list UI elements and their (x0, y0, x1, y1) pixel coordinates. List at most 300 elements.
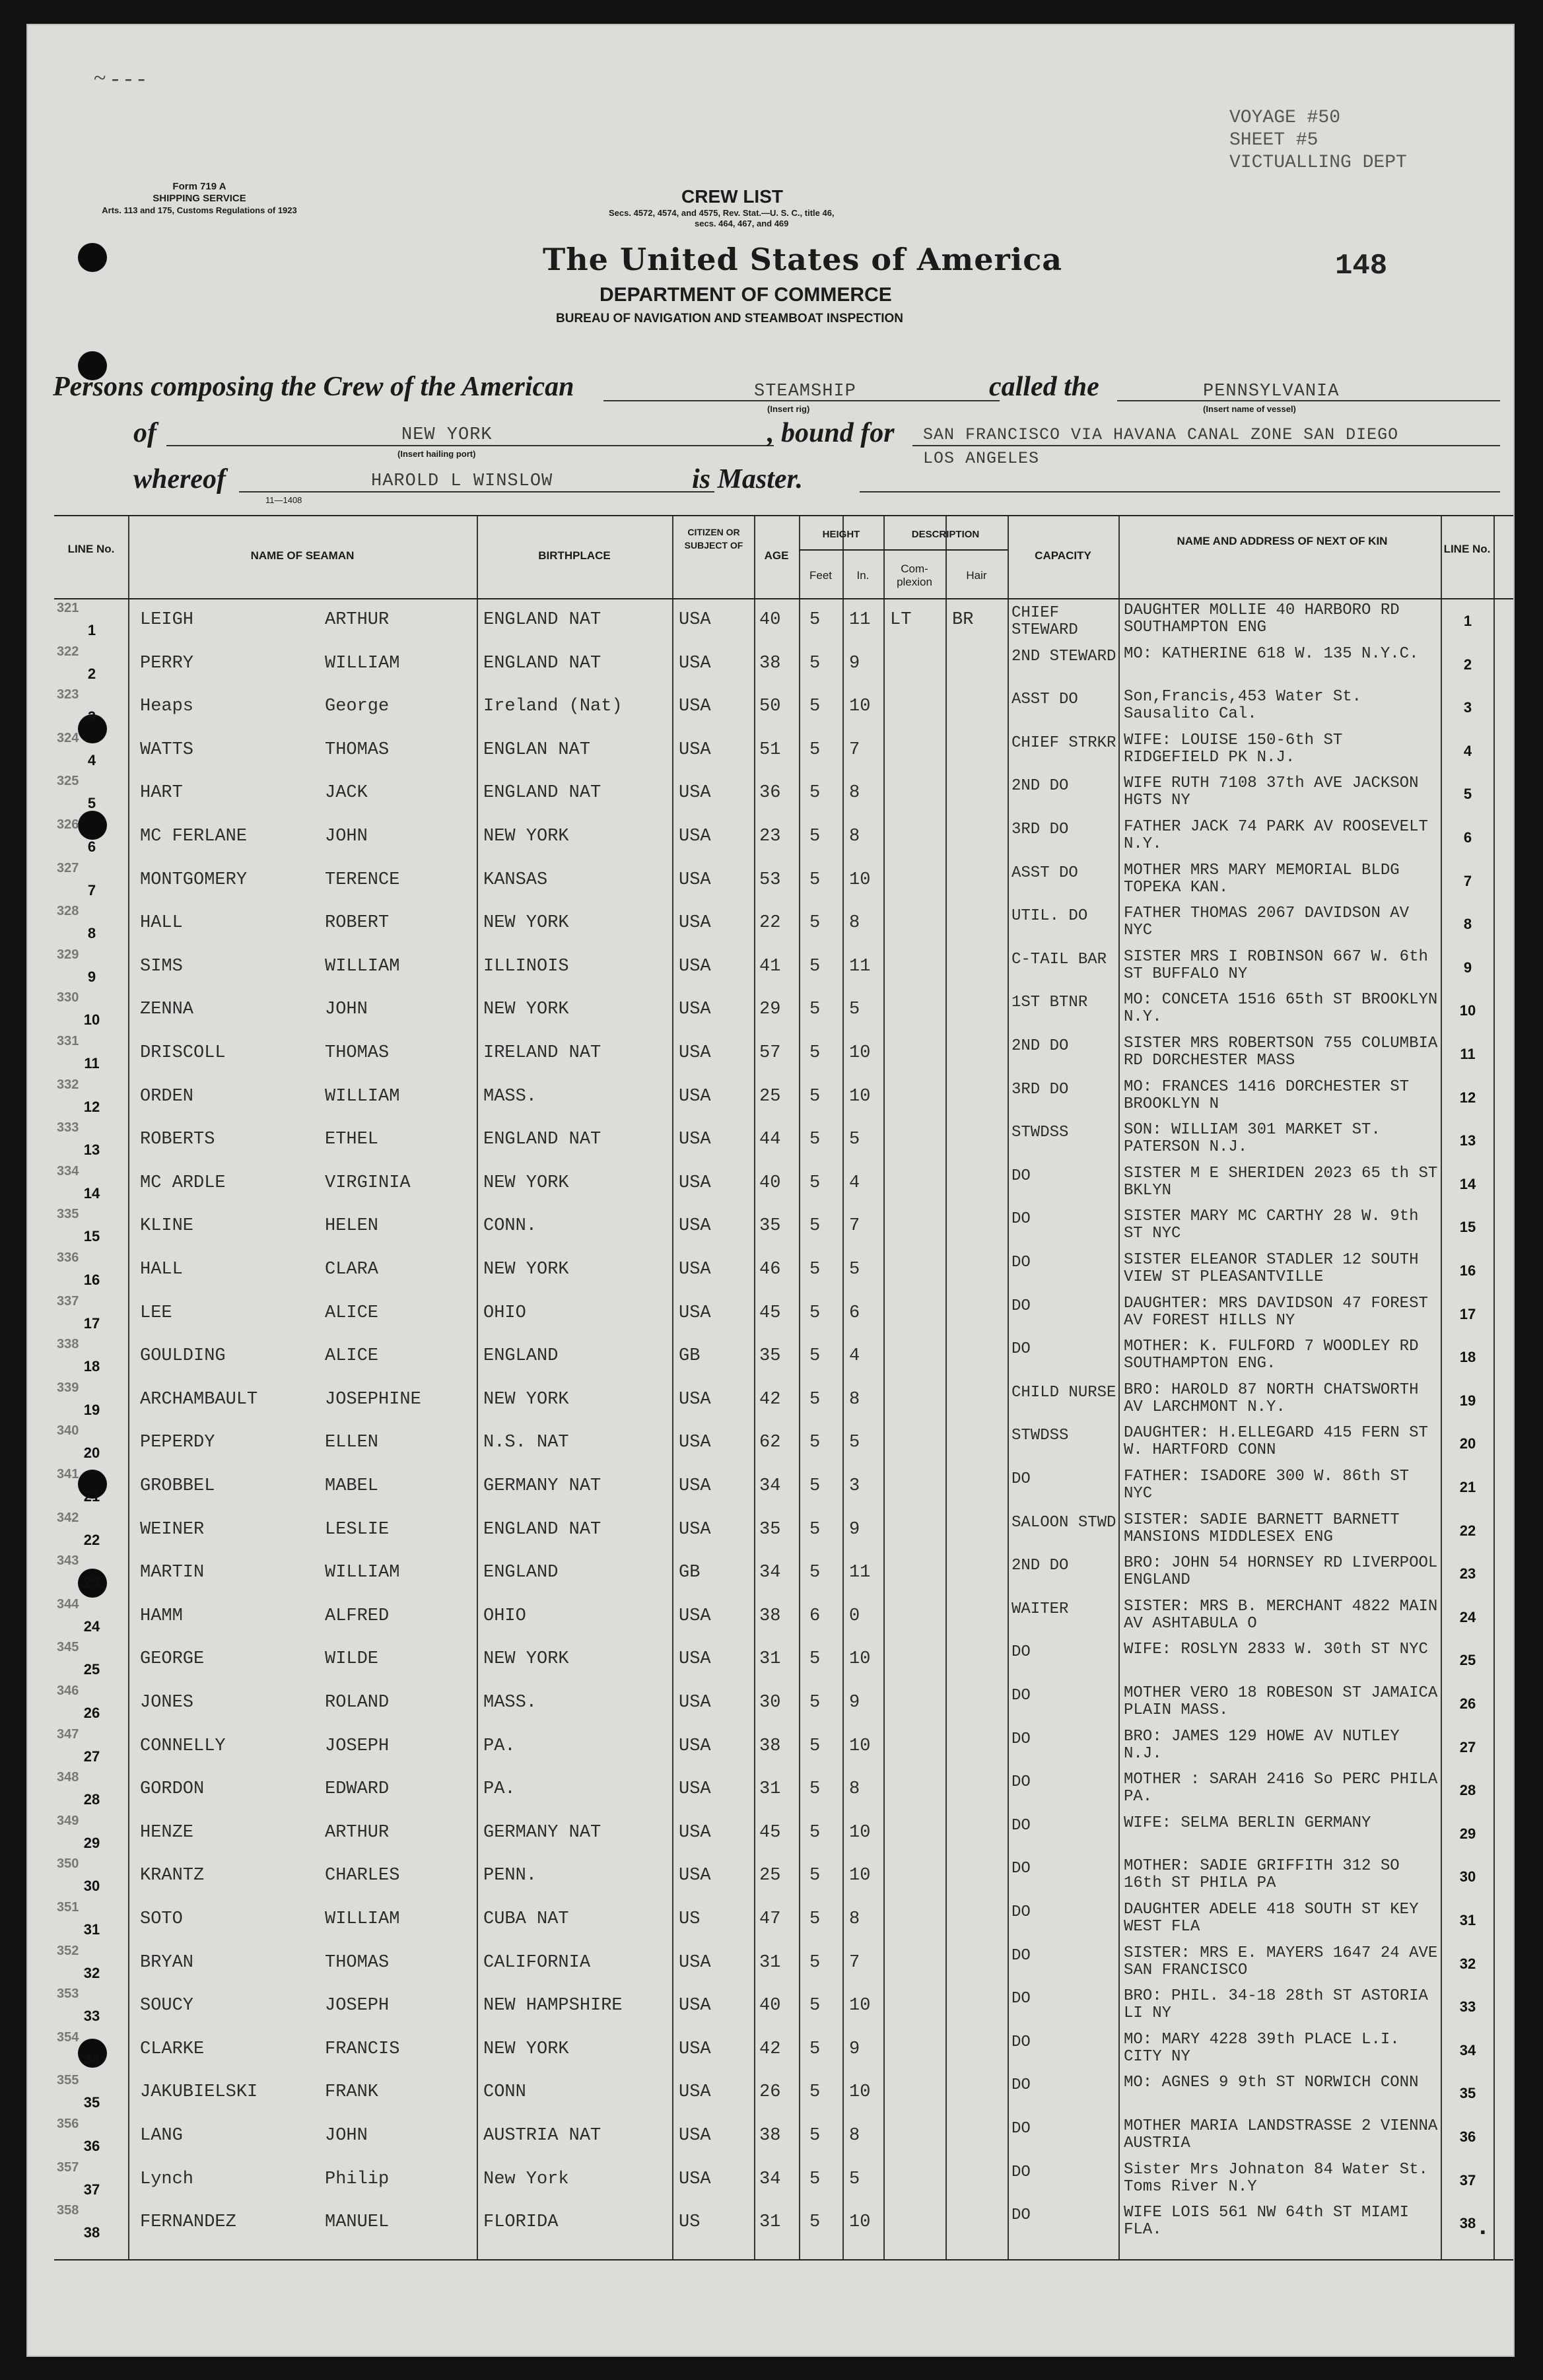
birthplace: ENGLAND NAT (483, 653, 601, 673)
capacity: DO (1012, 1211, 1031, 1229)
row-line-number: 30 (83, 1878, 100, 1895)
height-inches: 10 (849, 1866, 871, 1886)
row-line-number: 19 (83, 1401, 100, 1418)
age: 62 (759, 1433, 781, 1453)
seaman-given-name: ARTHUR (325, 1822, 390, 1843)
citizenship: GB (679, 1563, 701, 1583)
seaman-surname: PERRY (140, 653, 194, 673)
row-ref-number: 333 (57, 1120, 79, 1136)
row-ref-number: 349 (57, 1813, 79, 1828)
next-of-kin: SISTER: SADIE BARNETT BARNETT MANSIONS MIDDLESEX ENG (1124, 1511, 1400, 1546)
row-line-number-right: 7 (1463, 872, 1472, 889)
row-line-number-right: 18 (1459, 1349, 1476, 1366)
seaman-given-name: WILLIAM (325, 653, 400, 673)
citizenship: USA (679, 913, 711, 934)
height-feet: 5 (809, 2126, 821, 2146)
age: 31 (759, 1952, 781, 1973)
height-feet: 5 (809, 1130, 821, 1150)
capacity: 3RD DO (1012, 1081, 1069, 1099)
birthplace: ENGLAN NAT (483, 739, 591, 760)
row-line-number-right: 8 (1463, 916, 1472, 933)
seaman-surname: GOULDING (140, 1346, 226, 1367)
corner-mark: ▪ (1480, 2224, 1486, 2240)
citizenship: USA (679, 697, 711, 717)
height-inches: 10 (849, 1043, 871, 1063)
row-ref-number: 346 (57, 1683, 79, 1698)
next-of-kin: SISTER M E SHERIDEN 2023 65 th ST BKLYN (1124, 1165, 1438, 1200)
row-ref-number: 324 (57, 730, 79, 745)
citizenship: USA (679, 739, 711, 760)
row-ref-number: 351 (57, 1900, 79, 1915)
next-of-kin: Son,Francis,453 Water St. Sausalito Cal. (1124, 689, 1362, 724)
row-ref-number: 332 (57, 1077, 79, 1092)
table-row (54, 1942, 1513, 1986)
capacity: 2ND DO (1012, 1557, 1069, 1575)
next-of-kin: MO: CONCETA 1516 65th ST BROOKLYN N.Y. (1124, 992, 1438, 1027)
table-row (54, 1769, 1513, 1812)
seaman-given-name: ARTHUR (325, 610, 390, 630)
seaman-given-name: ROBERT (325, 913, 390, 934)
age: 47 (759, 1909, 781, 1929)
row-ref-number: 342 (57, 1510, 79, 1525)
table-row (54, 1466, 1513, 1509)
birthplace: PENN. (483, 1866, 537, 1886)
birthplace: GERMANY NAT (483, 1476, 601, 1496)
birthplace: ENGLAND NAT (483, 1130, 601, 1150)
seaman-given-name: WILLIAM (325, 1909, 400, 1929)
next-of-kin: FATHER THOMAS 2067 DAVIDSON AV NYC (1124, 905, 1410, 940)
birthplace: NEW YORK (483, 1649, 569, 1670)
height-feet: 5 (809, 1952, 821, 1973)
seaman-given-name: HELEN (325, 1216, 379, 1237)
row-ref-number: 335 (57, 1207, 79, 1222)
height-inches: 9 (849, 1519, 860, 1540)
form-articles: Arts. 113 and 175, Customs Regulations of 1923 (102, 205, 297, 215)
seaman-surname: Heaps (140, 697, 194, 717)
voyage-number: VOYAGE #50 (1229, 108, 1341, 128)
height-inches: 3 (849, 1476, 860, 1496)
col-inches: In. (856, 569, 870, 582)
capacity: DO (1012, 1254, 1031, 1272)
height-inches: 5 (849, 2169, 860, 2189)
seaman-surname: KLINE (140, 1216, 194, 1237)
height-feet: 5 (809, 1693, 821, 1713)
capacity: UTIL. DO (1012, 908, 1088, 926)
age: 51 (759, 739, 781, 760)
height-feet: 5 (809, 956, 821, 976)
row-ref-number: 345 (57, 1640, 79, 1655)
row-line-number: 15 (83, 1228, 100, 1245)
table-row (54, 1033, 1513, 1076)
seaman-given-name: JOHN (325, 827, 368, 846)
department-note: VICTUALLING DEPT (1229, 153, 1407, 173)
row-line-number-right: 29 (1459, 1825, 1476, 1842)
row-line-number: 13 (83, 1141, 100, 1159)
row-ref-number: 331 (57, 1034, 79, 1048)
birthplace: ENGLAND NAT (483, 783, 601, 803)
row-line-number-right: 17 (1459, 1305, 1476, 1322)
citizenship: USA (679, 869, 711, 890)
height-inches: 10 (849, 1822, 871, 1843)
capacity: DO (1012, 1730, 1031, 1748)
row-ref-number: 344 (57, 1596, 79, 1612)
table-row (54, 730, 1513, 773)
capacity: 2ND DO (1012, 778, 1069, 796)
citizenship: USA (679, 1173, 711, 1193)
table-row (54, 2072, 1513, 2115)
citizenship: USA (679, 1649, 711, 1670)
table-row (54, 599, 1513, 643)
next-of-kin: MOTHER: SADIE GRIFFITH 312 SO 16th ST PHILA PA (1124, 1858, 1400, 1893)
birthplace: PA. (483, 1779, 516, 1800)
table-row (54, 816, 1513, 860)
row-ref-number: 340 (57, 1423, 79, 1439)
table-row (54, 1596, 1513, 1639)
age: 50 (759, 697, 781, 717)
citizenship: USA (679, 1736, 711, 1756)
next-of-kin: SISTER ELEANOR STADLER 12 SOUTH VIEW ST PLEASANTVILLE (1124, 1252, 1419, 1286)
next-of-kin: MO: AGNES 9 9th ST NORWICH CONN (1124, 2074, 1419, 2092)
row-ref-number: 354 (57, 2029, 79, 2045)
col-height: HEIGHT (822, 529, 860, 540)
seaman-surname: LANG (140, 2126, 183, 2146)
next-of-kin: DAUGHTER: H.ELLEGARD 415 FERN ST W. HARTFORD CONN (1124, 1425, 1428, 1460)
seaman-surname: Lynch (140, 2169, 194, 2189)
height-feet: 5 (809, 1043, 821, 1063)
height-feet: 5 (809, 1303, 821, 1323)
next-of-kin: SISTER MARY MC CARTHY 28 W. 9th ST NYC (1124, 1208, 1419, 1243)
citizenship: USA (679, 2169, 711, 2189)
hair: BR (952, 610, 974, 630)
row-line-number-right: 32 (1459, 1955, 1476, 1972)
seaman-given-name: ALFRED (325, 1606, 390, 1626)
seaman-surname: JAKUBIELSKI (140, 2082, 258, 2103)
destination-2: LOS ANGELES (923, 449, 1040, 468)
height-feet: 5 (809, 1909, 821, 1929)
row-ref-number: 343 (57, 1553, 79, 1569)
col-description: DESCRIPTION (911, 529, 980, 540)
birthplace: ENGLAND (483, 1563, 559, 1583)
row-line-number: 33 (83, 2008, 100, 2025)
age: 40 (759, 610, 781, 630)
seaman-given-name: MANUEL (325, 2212, 390, 2233)
next-of-kin: BRO: JAMES 129 HOWE AV NUTLEY N.J. (1124, 1728, 1400, 1763)
seaman-surname: CONNELLY (140, 1736, 226, 1756)
next-of-kin: WIFE: SELMA BERLIN GERMANY (1124, 1814, 1371, 1832)
row-line-number-right: 36 (1459, 2128, 1476, 2145)
age: 34 (759, 2169, 781, 2189)
height-feet: 5 (809, 1649, 821, 1670)
row-ref-number: 326 (57, 817, 79, 832)
capacity: DO (1012, 2033, 1031, 2051)
birthplace: KANSAS (483, 869, 548, 890)
seaman-given-name: JOSEPH (325, 1996, 390, 2016)
birthplace: OHIO (483, 1303, 526, 1323)
age: 34 (759, 1476, 781, 1496)
row-line-number: 4 (87, 751, 96, 768)
height-feet: 5 (809, 653, 821, 673)
seaman-given-name: THOMAS (325, 1043, 390, 1063)
birthplace: ENGLAND (483, 1346, 559, 1367)
capacity: CHIEF STEWARD (1012, 605, 1078, 639)
birthplace: NEW YORK (483, 1389, 569, 1410)
table-row (54, 1422, 1513, 1466)
capacity: DO (1012, 1860, 1031, 1878)
next-of-kin: WIFE RUTH 7108 37th AVE JACKSON HGTS NY (1124, 775, 1419, 810)
citizenship: USA (679, 1433, 711, 1453)
row-ref-number: 339 (57, 1380, 79, 1395)
table-row (54, 1206, 1513, 1249)
table-row (54, 686, 1513, 730)
row-line-number-right: 34 (1459, 2041, 1476, 2058)
bureau-heading: BUREAU OF NAVIGATION AND STEAMBOAT INSPECTION (556, 312, 904, 325)
capacity: 2ND DO (1012, 1038, 1069, 1055)
seaman-surname: SOUCY (140, 1996, 194, 2016)
table-row (54, 860, 1513, 903)
citizenship: USA (679, 827, 711, 846)
row-line-number: 34 (83, 2051, 100, 2068)
next-of-kin: DAUGHTER: MRS DAVIDSON 47 FOREST AV FOREST HILLS NY (1124, 1295, 1428, 1330)
seaman-surname: LEE (140, 1303, 172, 1323)
citizenship: USA (679, 1389, 711, 1410)
row-line-number: 23 (83, 1575, 100, 1592)
row-ref-number: 348 (57, 1770, 79, 1785)
row-line-number-right: 31 (1459, 1912, 1476, 1928)
citizenship: USA (679, 2126, 711, 2146)
next-of-kin: MO: MARY 4228 39th PLACE L.I. CITY NY (1124, 2031, 1400, 2066)
citizenship: GB (679, 1346, 701, 1367)
row-line-number: 5 (87, 795, 96, 812)
next-of-kin: MOTHER MARIA LANDSTRASSE 2 VIENNA AUSTRIA (1124, 2118, 1438, 2152)
row-line-number-right: 9 (1463, 959, 1472, 976)
row-line-number: 25 (83, 1661, 100, 1678)
height-inches: 10 (849, 1996, 871, 2016)
seaman-surname: MC FERLANE (140, 827, 248, 846)
height-feet: 5 (809, 2039, 821, 2059)
table-row (54, 1293, 1513, 1336)
col-name: NAME OF SEAMAN (250, 549, 355, 562)
height-inches: 8 (849, 1909, 860, 1929)
row-line-number: 18 (83, 1358, 100, 1375)
seaman-given-name: JOHN (325, 1000, 368, 1020)
age: 31 (759, 1649, 781, 1670)
age: 26 (759, 2082, 781, 2103)
row-ref-number: 336 (57, 1250, 79, 1265)
height-inches: 4 (849, 1346, 860, 1367)
age: 34 (759, 1563, 781, 1583)
row-line-number: 12 (83, 1098, 100, 1115)
height-inches: 8 (849, 827, 860, 846)
seaman-given-name: JOHN (325, 2126, 368, 2146)
col-age: AGE (764, 549, 789, 562)
age: 46 (759, 1260, 781, 1279)
table-row (54, 1509, 1513, 1553)
row-line-number: 31 (83, 1921, 100, 1938)
capacity: DO (1012, 1341, 1031, 1359)
row-line-number: 35 (83, 2094, 100, 2111)
row-line-number-right: 35 (1459, 2085, 1476, 2102)
row-line-number-right: 27 (1459, 1738, 1476, 1755)
row-line-number: 6 (87, 838, 96, 855)
row-line-number-right: 25 (1459, 1652, 1476, 1669)
birthplace: MASS. (483, 1086, 537, 1106)
next-of-kin: BRO: HAROLD 87 NORTH CHATSWORTH AV LARCHMONT N.Y. (1124, 1381, 1419, 1416)
height-feet: 5 (809, 913, 821, 934)
citizenship: USA (679, 2082, 711, 2103)
height-feet: 5 (809, 783, 821, 803)
master-label: is Master. (692, 464, 804, 494)
citizenship: USA (679, 1260, 711, 1279)
row-line-number-right: 26 (1459, 1695, 1476, 1712)
col-hair: Hair (966, 569, 987, 582)
height-inches: 10 (849, 869, 871, 890)
height-inches: 7 (849, 739, 860, 760)
height-feet: 5 (809, 827, 821, 846)
called-label: called the (989, 372, 1099, 402)
age: 31 (759, 2212, 781, 2233)
height-feet: 5 (809, 1086, 821, 1106)
print-code: 11—1408 (265, 495, 302, 505)
age: 42 (759, 2039, 781, 2059)
row-line-number-right: 37 (1459, 2171, 1476, 2189)
height-feet: 5 (809, 697, 821, 717)
citizenship: USA (679, 1043, 711, 1063)
table-row (54, 1682, 1513, 1726)
height-inches: 10 (849, 1086, 871, 1106)
seaman-given-name: FRANK (325, 2082, 379, 2103)
master-line (239, 491, 714, 493)
row-ref-number: 353 (57, 1987, 79, 2002)
height-inches: 0 (849, 1606, 860, 1626)
seaman-given-name: THOMAS (325, 739, 390, 760)
birthplace: NEW HAMPSHIRE (483, 1996, 623, 2016)
seaman-given-name: ETHEL (325, 1130, 379, 1150)
seaman-given-name: FRANCIS (325, 2039, 400, 2059)
row-line-number-right: 3 (1463, 699, 1472, 716)
age: 31 (759, 1779, 781, 1800)
height-feet: 5 (809, 1996, 821, 2016)
height-feet: 5 (809, 1216, 821, 1237)
row-line-number: 20 (83, 1445, 100, 1462)
row-line-number-right: 14 (1459, 1175, 1476, 1192)
seaman-surname: HALL (140, 1260, 183, 1279)
age: 40 (759, 1173, 781, 1193)
birthplace: ILLINOIS (483, 956, 569, 976)
capacity: DO (1012, 1297, 1031, 1315)
birthplace: ENGLAND NAT (483, 610, 601, 630)
birthplace: CONN. (483, 1216, 537, 1237)
seaman-given-name: ELLEN (325, 1433, 379, 1453)
seaman-surname: FERNANDEZ (140, 2212, 236, 2233)
row-ref-number: 328 (57, 904, 79, 919)
table-row (54, 1336, 1513, 1379)
height-inches: 8 (849, 1389, 860, 1410)
blank-line (860, 491, 1500, 493)
capacity: DO (1012, 2207, 1031, 2225)
row-line-number-right: 20 (1459, 1435, 1476, 1452)
page-number: 148 (1335, 250, 1388, 283)
age: 42 (759, 1389, 781, 1410)
seaman-surname: HENZE (140, 1822, 194, 1843)
age: 44 (759, 1130, 781, 1150)
next-of-kin: SON: WILLIAM 301 MARKET ST. PATERSON N.J. (1124, 1122, 1381, 1157)
birthplace: CALIFORNIA (483, 1952, 591, 1973)
height-inches: 10 (849, 697, 871, 717)
table-row (54, 1119, 1513, 1163)
row-ref-number: 337 (57, 1293, 79, 1309)
seaman-surname: JONES (140, 1693, 194, 1713)
age: 22 (759, 913, 781, 934)
height-feet: 5 (809, 1736, 821, 1756)
citizenship: USA (679, 1822, 711, 1843)
height-feet: 5 (809, 1779, 821, 1800)
col-birthplace: BIRTHPLACE (538, 549, 611, 562)
height-feet: 5 (809, 1476, 821, 1496)
bound-label: , bound for (767, 418, 895, 448)
height-inches: 11 (849, 610, 871, 630)
next-of-kin: WIFE: LOUISE 150-6th ST RIDGEFIELD PK N.J. (1124, 731, 1343, 766)
height-feet: 6 (809, 1606, 821, 1626)
height-inches: 5 (849, 1000, 860, 1020)
age: 30 (759, 1693, 781, 1713)
row-line-number-right: 12 (1459, 1089, 1476, 1106)
next-of-kin: WIFE LOIS 561 NW 64th ST MIAMI FLA. (1124, 2204, 1410, 2239)
seaman-given-name: WILDE (325, 1649, 379, 1670)
birthplace: N.S. NAT (483, 1433, 569, 1453)
seaman-surname: ORDEN (140, 1086, 194, 1106)
row-line-number-right: 24 (1459, 1608, 1476, 1625)
table-row (54, 643, 1513, 687)
seaman-given-name: EDWARD (325, 1779, 390, 1800)
row-line-number-right: 23 (1459, 1565, 1476, 1582)
seaman-given-name: WILLIAM (325, 1086, 400, 1106)
row-line-number: 10 (83, 1011, 100, 1029)
age: 36 (759, 783, 781, 803)
age: 53 (759, 869, 781, 890)
seaman-given-name: JACK (325, 783, 368, 803)
height-feet: 5 (809, 2082, 821, 2103)
capacity: 2ND STEWARD (1012, 648, 1116, 665)
capacity: DO (1012, 1687, 1031, 1705)
age: 40 (759, 1996, 781, 2016)
seaman-surname: GROBBEL (140, 1476, 215, 1496)
height-feet: 5 (809, 1389, 821, 1410)
row-line-number-right: 11 (1460, 1046, 1476, 1062)
next-of-kin: MO: KATHERINE 618 W. 135 N.Y.C. (1124, 645, 1419, 663)
row-line-number-right: 4 (1463, 742, 1472, 759)
height-feet: 5 (809, 2212, 821, 2233)
next-of-kin: WIFE: ROSLYN 2833 W. 30th ST NYC (1124, 1641, 1428, 1659)
birthplace: CUBA NAT (483, 1909, 569, 1929)
seaman-surname: GORDON (140, 1779, 205, 1800)
age: 57 (759, 1043, 781, 1063)
capacity: 1ST BTNR (1012, 994, 1088, 1012)
master-name: HAROLD L WINSLOW (371, 471, 553, 491)
birthplace: ENGLAND NAT (483, 1519, 601, 1540)
row-line-number-right: 2 (1463, 656, 1472, 673)
age: 38 (759, 2126, 781, 2146)
vessel-rig: STEAMSHIP (754, 382, 856, 401)
row-ref-number: 358 (57, 2203, 79, 2218)
table-row (54, 2115, 1513, 2159)
citizenship: USA (679, 1130, 711, 1150)
birthplace: Ireland (Nat) (483, 697, 623, 717)
capacity: C-TAIL BAR (1012, 951, 1107, 969)
seaman-given-name: George (325, 697, 390, 717)
table-row (54, 1899, 1513, 1942)
row-line-number: 11 (84, 1055, 100, 1071)
birthplace: NEW YORK (483, 2039, 569, 2059)
